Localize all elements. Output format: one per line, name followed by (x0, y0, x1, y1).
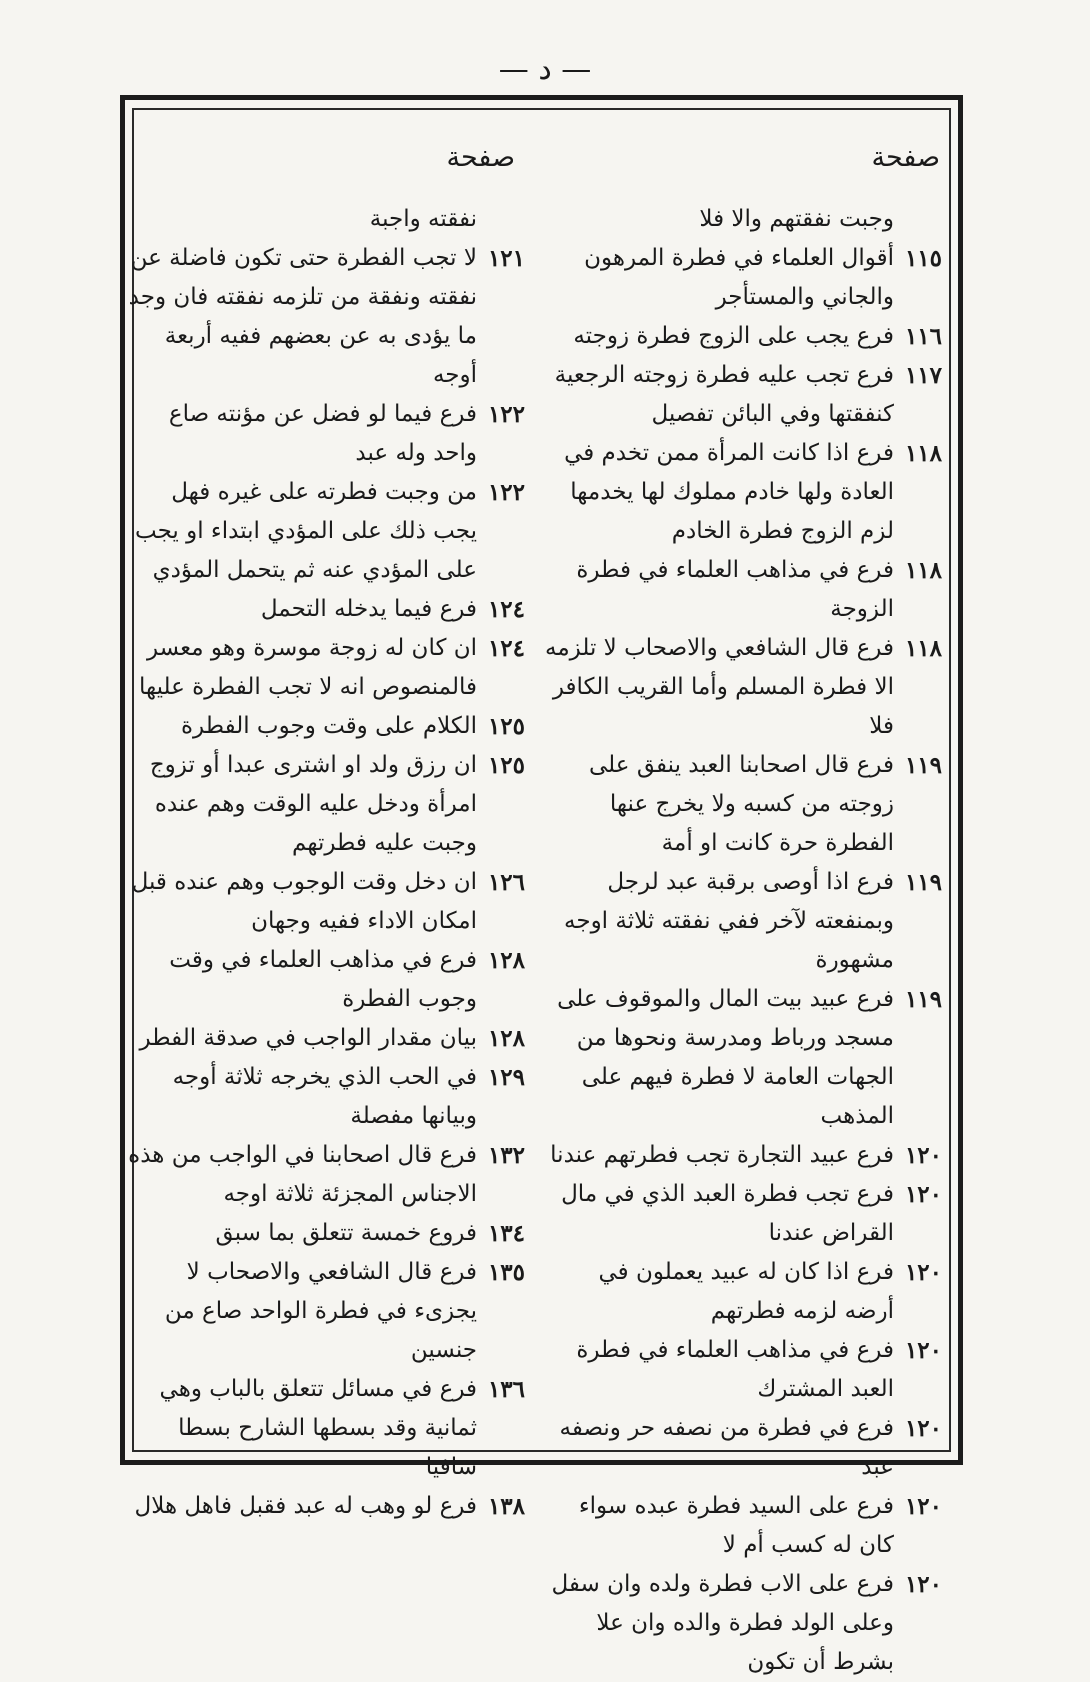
toc-page-number: ١٣٤ (487, 1220, 525, 1247)
toc-page-number: ١٢٠ (904, 1142, 942, 1169)
left-column-entries (125, 239, 525, 1526)
toc-entry-title: فرع على السيد فطرة عبده سواء كان له كسب أم لا (578, 1493, 894, 1558)
toc-entry-title: فرع في مسائل تتعلق بالباب وهي ثمانية وقد بسطها الشارح بسطا شافيا (159, 1376, 477, 1480)
toc-entry (542, 1253, 942, 1331)
toc-entry-title: فرع قال اصحابنا في الواجب من هذه الاجناس المجزئة ثلاثة اوجه (128, 1142, 477, 1207)
toc-entry-title: فرع تجب عليه فطرة زوجته الرجعية كنفقتها وفي البائن تفصيل (554, 362, 894, 427)
toc-page-number: ١٢٠ (904, 1181, 942, 1208)
toc-page-number: ١١٥ (904, 245, 942, 272)
left-column (125, 200, 525, 1526)
toc-entry-title: لا تجب الفطرة حتى تكون فاضلة عن نفقته ونفقة من تلزمه نفقته فان وجد ما يؤدى به عن بعضهم ففيه أربعة أوجه (128, 245, 477, 388)
toc-page-number: ١٢٤ (487, 596, 525, 623)
toc-page-number: ١٣٢ (487, 1142, 525, 1169)
toc-entry-title: فرع في مذاهب العلماء في فطرة الزوجة (576, 557, 894, 622)
toc-entry (125, 1019, 525, 1058)
toc-page-number: ١٢٠ (904, 1415, 942, 1442)
toc-entry-title: بيان مقدار الواجب في صدقة الفطر (139, 1025, 477, 1051)
toc-entry-title: فرع عبيد بيت المال والموقوف على مسجد ورباط ومدرسة ونحوها من الجهات العامة لا فطرة فيهم على المذهب (557, 986, 894, 1129)
toc-entry (542, 551, 942, 629)
toc-entry-title: فرع قال الشافعي والاصحاب لا تلزمه الا فطرة المسلم وأما القريب الكافر فلا (545, 635, 894, 739)
toc-page-number: ١٢٦ (487, 869, 525, 896)
toc-page-number: ١٢٨ (487, 947, 525, 974)
toc-page-number: ١٣٥ (487, 1259, 525, 1286)
toc-entry (542, 1409, 942, 1487)
toc-entry (125, 629, 525, 707)
toc-page-number: ١٢٠ (904, 1337, 942, 1364)
toc-page-number: ١٢٥ (487, 713, 525, 740)
toc-entry (125, 1136, 525, 1214)
toc-entry-title: ان رزق ولد او اشترى عبدا أو تزوج امرأة ودخل عليه الوقت وهم عنده وجبت عليه فطرتهم (149, 752, 477, 856)
toc-entry (542, 1331, 942, 1409)
toc-page-number: ١٢٠ (904, 1259, 942, 1286)
toc-entry (125, 395, 525, 473)
toc-entry (542, 317, 942, 356)
toc-entry-title: الكلام على وقت وجوب الفطرة (180, 713, 477, 739)
toc-entry (542, 434, 942, 551)
right-column-entries (542, 239, 942, 1682)
toc-page-number: ١٣٦ (487, 1376, 525, 1403)
toc-entry-title: فرع يجب على الزوج فطرة زوجته (573, 323, 894, 349)
toc-page-number: ١٢٠ (904, 1493, 942, 1520)
toc-page-number: ١٣٨ (487, 1493, 525, 1520)
toc-entry (125, 473, 525, 590)
toc-page-number: ١٢٢ (487, 401, 525, 428)
toc-page-number: ١٢٤ (487, 635, 525, 662)
toc-entry-title: فرع اذا كانت المرأة ممن تخدم في العادة ولها خادم مملوك لها يخدمها لزم الزوج فطرة الخادم (564, 440, 894, 544)
toc-entry-title: ان دخل وقت الوجوب وهم عنده قبل امكان الاداء ففيه وجهان (131, 869, 477, 934)
right-column-header: صفحة (871, 142, 940, 173)
toc-entry-title: أقوال العلماء في فطرة المرهون والجاني والمستأجر (584, 245, 894, 310)
right-column-lead: وجبت نفقتهم والا فلا (699, 206, 894, 232)
toc-page-number: ١٢٠ (904, 1571, 942, 1598)
toc-page-number: ١١٩ (904, 986, 942, 1013)
toc-page-number: ١١٨ (904, 635, 942, 662)
toc-entry (125, 1370, 525, 1487)
toc-entry-title: فرع فيما لو فضل عن مؤنته صاع واحد وله عبد (168, 401, 477, 466)
toc-page-number: ١٢٩ (487, 1064, 525, 1091)
toc-entry-title: فرع في مذاهب العلماء في فطرة العبد المشترك (576, 1337, 894, 1402)
toc-page-number: ١١٨ (904, 557, 942, 584)
toc-entry (542, 1175, 942, 1253)
toc-entry (542, 863, 942, 980)
right-column (542, 200, 942, 1682)
toc-entry (542, 1487, 942, 1565)
toc-entry-title: فرع لو وهب له عبد فقبل فاهل هلال (134, 1493, 477, 1519)
toc-entry-title: فرع على الاب فطرة ولده وان سفل وعلى الولد فطرة والده وان علا بشرط أن تكون (551, 1571, 894, 1675)
toc-entry-title: فرع فيما يدخله التحمل (260, 596, 477, 622)
toc-page-number: ١١٦ (904, 323, 942, 350)
toc-entry (125, 590, 525, 629)
toc-page-number: ١١٩ (904, 869, 942, 896)
toc-entry-title: في الحب الذي يخرجه ثلاثة أوجه وبيانها مفصلة (172, 1064, 477, 1129)
toc-entry (125, 863, 525, 941)
toc-page-number: ١١٨ (904, 440, 942, 467)
toc-entry-title: فرع اذا أوصى برقبة عبد لرجل وبمنفعته لآخر ففي نفقته ثلاثة اوجه مشهورة (564, 869, 894, 973)
toc-page-number: ١١٧ (904, 362, 942, 389)
toc-entry (125, 941, 525, 1019)
toc-entry (542, 239, 942, 317)
toc-page-number: ١١٩ (904, 752, 942, 779)
toc-entry (542, 980, 942, 1136)
toc-entry-title: فرع اذا كان له عبيد يعملون في أرضه لزمه فطرتهم (598, 1259, 894, 1324)
toc-entry-title: فروع خمسة تتعلق بما سبق (215, 1220, 477, 1246)
toc-entry (125, 1214, 525, 1253)
toc-entry (125, 1058, 525, 1136)
toc-entry-title: فرع في مذاهب العلماء في وقت وجوب الفطرة (169, 947, 477, 1012)
toc-entry (542, 1565, 942, 1682)
toc-entry (542, 356, 942, 434)
toc-entry (125, 1487, 525, 1526)
toc-entry-title: فرع عبيد التجارة تجب فطرتهم عندنا (550, 1142, 894, 1168)
left-column-header: صفحة (446, 142, 515, 173)
toc-page-number: ١٢٨ (487, 1025, 525, 1052)
toc-entry (125, 707, 525, 746)
left-column-lead: نفقته واجبة (369, 206, 477, 232)
toc-page-number: ١٢٢ (487, 479, 525, 506)
toc-entry-title: ان كان له زوجة موسرة وهو معسر فالمنصوص انه لا تجب الفطرة عليها (138, 635, 477, 700)
toc-entry-title: فرع تجب فطرة العبد الذي في مال القراض عندنا (561, 1181, 894, 1246)
toc-entry (125, 1253, 525, 1370)
toc-entry (542, 629, 942, 746)
toc-entry (125, 239, 525, 395)
toc-entry-title: من وجبت فطرته على غيره فهل يجب ذلك على المؤدي ابتداء او يجب على المؤدي عنه ثم يتحمل المؤدي (134, 479, 477, 583)
toc-entry (542, 1136, 942, 1175)
toc-entry (125, 746, 525, 863)
toc-entry (542, 746, 942, 863)
toc-entry-title: فرع قال اصحابنا العبد ينفق على زوجته من كسبه ولا يخرج عنها الفطرة حرة كانت او أمة (589, 752, 894, 856)
toc-page-number: ١٢١ (487, 245, 525, 272)
toc-entry-title: فرع قال الشافعي والاصحاب لا يجزىء في فطرة الواحد صاع من جنسين (164, 1259, 477, 1363)
page-marker: — د — (498, 52, 592, 87)
toc-page-number: ١٢٥ (487, 752, 525, 779)
toc-entry-title: فرع في فطرة من نصفه حر ونصفه عبد (559, 1415, 894, 1480)
